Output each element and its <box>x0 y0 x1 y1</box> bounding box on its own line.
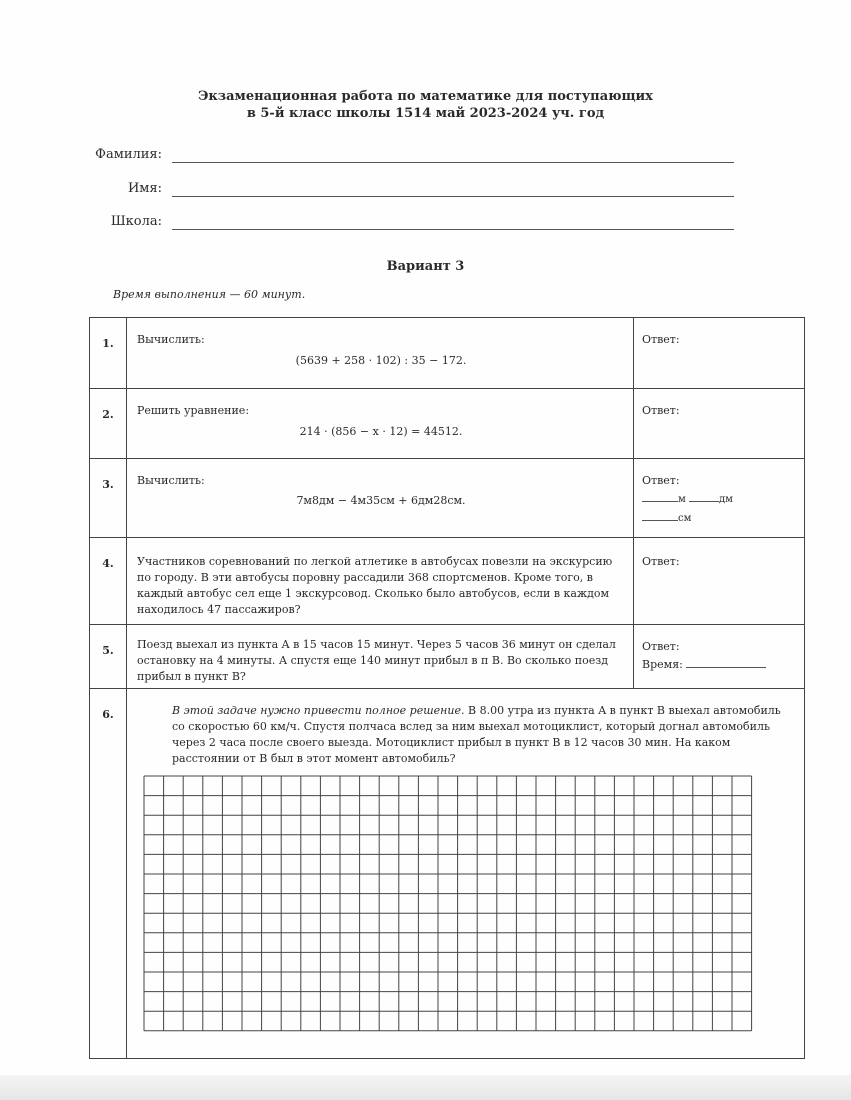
answer-cell[interactable] <box>634 459 805 538</box>
task-number: 5. <box>90 625 127 689</box>
answer-label: Ответ: <box>642 474 680 487</box>
task-text: Вычислить: <box>137 333 205 346</box>
task-number: 3. <box>90 459 127 538</box>
answer-label: Ответ: <box>642 640 680 653</box>
variant-title: Вариант 3 <box>386 259 465 274</box>
task-row <box>90 538 805 625</box>
answer-cell[interactable] <box>634 538 805 625</box>
task-number: 2. <box>90 389 127 459</box>
answer-cell[interactable] <box>634 625 805 689</box>
name-label: Имя: <box>127 181 162 196</box>
answer-label: Ответ: <box>642 555 680 568</box>
answer-label: Ответ: <box>642 333 680 346</box>
task-body <box>127 389 634 459</box>
task-text: Поезд выехал из пункта A в 15 часов 15 минут. Через 5 часов 36 минут он сделал остановку на 4 минуты. А спустя еще 140 минут прибыл в п B. Во сколько поезд прибыл в пункт B? <box>137 638 616 683</box>
unit-dm: дм <box>718 494 733 505</box>
school-field[interactable] <box>172 229 734 230</box>
surname-label: Фамилия: <box>95 147 162 162</box>
exam-title-line1: Экзаменационная работа по математике для поступающих <box>198 89 653 104</box>
time-label: Время: <box>642 658 683 671</box>
decimeters-blank[interactable] <box>689 491 719 502</box>
task-row <box>90 689 805 1059</box>
time-note: Время выполнения — 60 минут. <box>113 288 306 301</box>
answer-label: Ответ: <box>642 404 680 417</box>
task-number: 4. <box>90 538 127 625</box>
task-number: 6. <box>90 689 127 1059</box>
task-text: Решить уравнение: <box>137 404 250 417</box>
task-text: Участников соревнований по легкой атлетике в автобусах повезли на экскурсию по городу. В эти автобусы поровну рассадили 368 спортсменов. Кроме того, в каждый автобус сел еще 1 экскурсовод. Сколько было автобусов, если в каждом находилось 47 пассажиров? <box>137 555 613 616</box>
task-row <box>90 318 805 389</box>
task-body <box>127 318 634 389</box>
unit-m: м <box>678 494 686 505</box>
task-text <box>135 703 796 767</box>
task-body <box>127 625 634 689</box>
surname-field[interactable] <box>172 162 734 163</box>
task-number: 1. <box>90 318 127 389</box>
time-field[interactable] <box>686 657 766 668</box>
solution-grid[interactable] <box>143 775 753 1037</box>
name-field[interactable] <box>172 196 734 197</box>
tasks-table <box>89 317 805 1059</box>
task-body <box>127 689 805 1059</box>
school-label: Школа: <box>110 214 162 229</box>
exam-title-line2: в 5-й класс школы 1514 май 2023-2024 уч. год <box>246 106 605 121</box>
answer-cell[interactable] <box>634 389 805 459</box>
task-body <box>127 459 634 538</box>
task-formula: 214 · (856 − x · 12) = 44512. <box>299 425 463 438</box>
task-problem: В 8.00 утра из пункта A в пункт B выехал автомобиль со скоростью 60 км/ч. Спустя полчаса вслед за ним выехал мотоциклист, который догнал автомобиль через 2 часа после своего выезда. Мотоциклист прибыл в пункт B в 12 часов 30 мин. На каком расстоянии от B был в этот момент автомобиль? <box>172 704 781 765</box>
task-row <box>90 459 805 538</box>
answer-cell[interactable] <box>634 318 805 389</box>
task-body <box>127 538 634 625</box>
meters-blank[interactable] <box>642 491 678 502</box>
task-formula: (5639 + 258 · 102) : 35 − 172. <box>295 354 467 367</box>
task-text: Вычислить: <box>137 474 205 487</box>
task-row <box>90 389 805 459</box>
task-formula: 7м8дм − 4м35см + 6дм28см. <box>296 494 466 507</box>
task-intro: В этой задаче нужно привести полное решение. <box>172 704 465 717</box>
task-row <box>90 625 805 689</box>
scan-edge <box>0 1075 851 1100</box>
unit-cm: см <box>678 513 692 524</box>
centimeters-blank[interactable] <box>642 510 678 521</box>
